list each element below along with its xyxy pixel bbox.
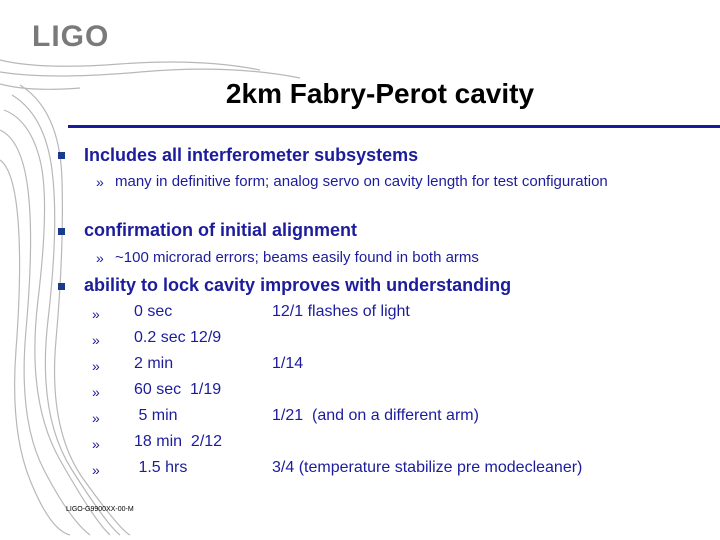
lock-time: 60 sec 1/19 (134, 381, 222, 398)
bullet-2-text: confirmation of initial alignment (84, 220, 358, 240)
bullet-1-sub-1: many in definitive form; analog servo on cavity length for test configuration (115, 173, 608, 190)
sub-marker-icon: » (96, 174, 104, 190)
lock-time: 5 min (134, 407, 178, 424)
lock-result: 12/1 flashes of light (272, 303, 410, 320)
document-id-footer: LIGO-G9900XX-00-M (66, 506, 134, 513)
lock-time: 18 min 2/12 (134, 433, 223, 450)
sub-marker-icon: » (92, 462, 100, 478)
sub-marker-icon: » (92, 358, 100, 374)
sub-marker-icon: » (92, 410, 100, 426)
title-rule (68, 125, 720, 128)
lock-time: 2 min (134, 355, 174, 372)
lock-time: 0.2 sec 12/9 (134, 329, 222, 346)
bullet-square-icon (58, 283, 65, 290)
lock-result: 1/21 (and on a different arm) (272, 407, 479, 424)
sub-marker-icon: » (96, 250, 104, 266)
sub-marker-icon: » (92, 436, 100, 452)
bullet-square-icon (58, 152, 65, 159)
bullet-3-text: ability to lock cavity improves with understanding (84, 275, 512, 295)
lock-result: 1/14 (272, 355, 304, 372)
bullet-square-icon (58, 228, 65, 235)
lock-time: 1.5 hrs (134, 459, 188, 476)
sub-marker-icon: » (92, 384, 100, 400)
sub-marker-icon: » (92, 332, 100, 348)
lock-result: 3/4 (temperature stabilize pre modecleaner) (272, 459, 583, 476)
slide-title: 2km Fabry-Perot cavity (225, 78, 535, 109)
sub-marker-icon: » (92, 306, 100, 322)
lock-time: 0 sec (134, 303, 173, 320)
bullet-2-sub-1: ~100 microrad errors; beams easily found in both arms (115, 249, 479, 266)
ligo-logo: LIGO (32, 20, 110, 53)
bullet-1-text: Includes all interferometer subsystems (84, 145, 419, 165)
